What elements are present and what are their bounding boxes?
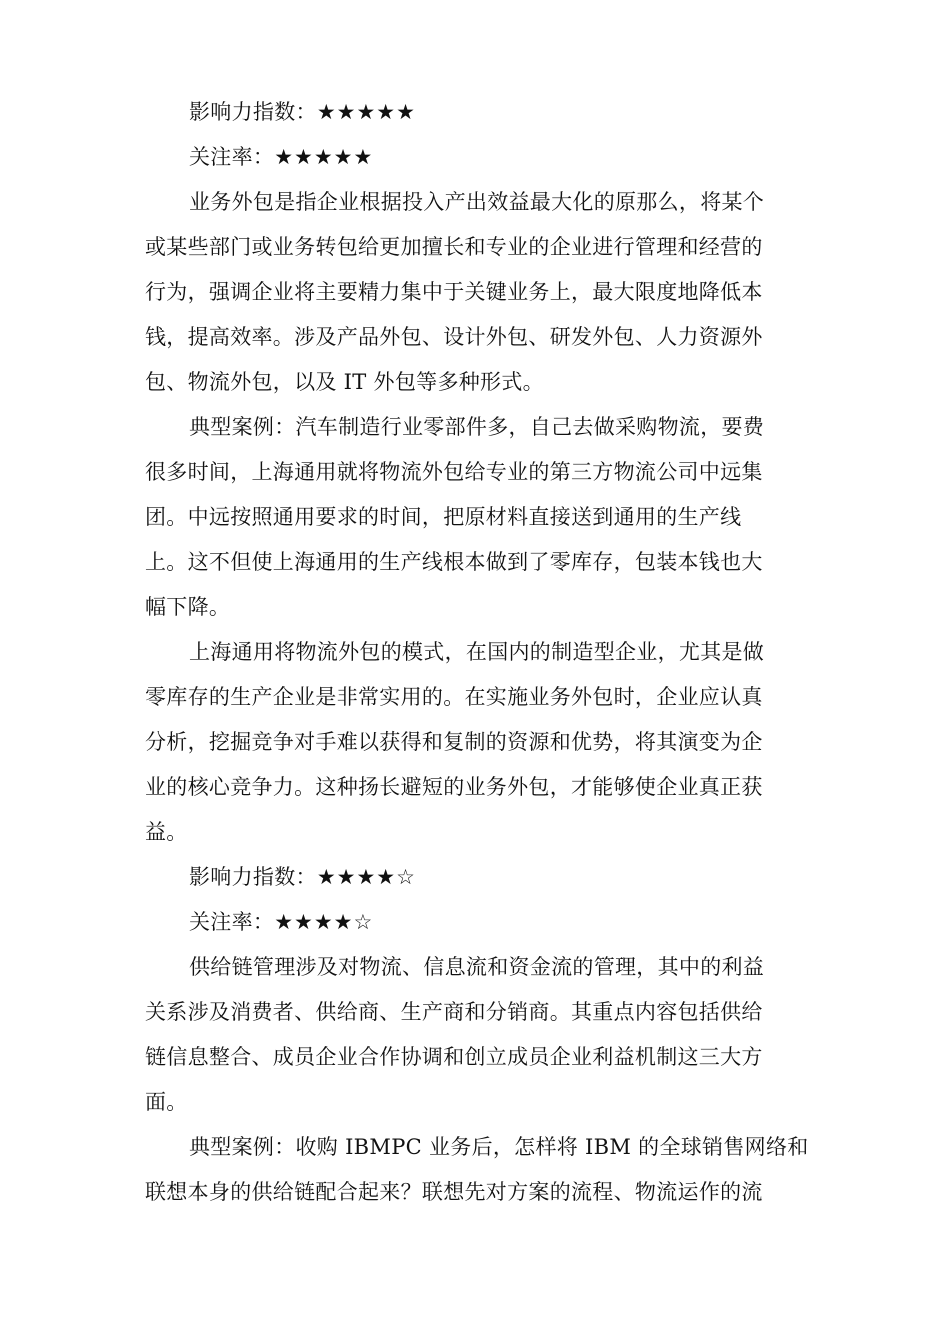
rating-label: 关注率： bbox=[189, 910, 275, 934]
rating-label: 关注率： bbox=[189, 145, 275, 169]
paragraph-line: 上。这不但使上海通用的生产线根本做到了零库存，包装本钱也大 bbox=[145, 550, 763, 574]
paragraph-line: 行为，强调企业将主要精力集中于关键业务上，最大限度地降低本 bbox=[145, 280, 763, 304]
paragraph-line: 供给链管理涉及对物流、信息流和资金流的管理，其中的利益 bbox=[189, 955, 765, 979]
paragraph-line: 典型案例：汽车制造行业零部件多，自己去做采购物流，要费 bbox=[189, 415, 765, 439]
paragraph-line: 团。中远按照通用要求的时间，把原材料直接送到通用的生产线 bbox=[145, 505, 742, 529]
paragraph bbox=[145, 180, 805, 405]
rating-stars: ★★★★☆ bbox=[316, 865, 416, 889]
paragraph-line: 零库存的生产企业是非常实用的。在实施业务外包时，企业应认真 bbox=[145, 685, 763, 709]
paragraph bbox=[145, 1125, 809, 1215]
document-body bbox=[145, 90, 809, 1215]
paragraph-line: 或某些部门或业务转包给更加擅长和专业的企业进行管理和经营的 bbox=[145, 235, 763, 259]
rating-line bbox=[145, 90, 805, 135]
paragraph-line: 业务外包是指企业根据投入产出效益最大化的原那么，将某个 bbox=[189, 190, 765, 214]
rating-stars: ★★★★★ bbox=[316, 100, 416, 124]
rating-stars: ★★★★★ bbox=[274, 145, 374, 169]
paragraph-line: 链信息整合、成员企业合作协调和创立成员企业利益机制这三大方 bbox=[145, 1045, 763, 1069]
paragraph-line: 包、物流外包，以及 IT 外包等多种形式。 bbox=[145, 370, 544, 394]
rating-line bbox=[145, 855, 805, 900]
paragraph-line: 分析，挖掘竞争对手难以获得和复制的资源和优势，将其演变为企 bbox=[145, 730, 763, 754]
paragraph-line: 幅下降。 bbox=[145, 595, 231, 619]
paragraph bbox=[145, 945, 805, 1125]
paragraph-line: 业的核心竞争力。这种扬长避短的业务外包，才能够使企业真正获 bbox=[145, 775, 763, 799]
rating-label: 影响力指数： bbox=[189, 865, 317, 889]
paragraph bbox=[145, 405, 805, 630]
paragraph-line: 很多时间，上海通用就将物流外包给专业的第三方物流公司中远集 bbox=[145, 460, 763, 484]
paragraph bbox=[145, 630, 805, 855]
paragraph-line: 关系涉及消费者、供给商、生产商和分销商。其重点内容包括供给 bbox=[145, 1000, 763, 1024]
paragraph-line: 典型案例：收购 IBMPC 业务后，怎样将 IBM 的全球销售网络和 bbox=[189, 1135, 809, 1159]
paragraph-line: 益。 bbox=[145, 820, 188, 844]
paragraph-line: 面。 bbox=[145, 1090, 188, 1114]
paragraph-line: 上海通用将物流外包的模式，在国内的制造型企业，尤其是做 bbox=[189, 640, 765, 664]
rating-label: 影响力指数： bbox=[189, 100, 317, 124]
rating-line bbox=[145, 900, 805, 945]
rating-line bbox=[145, 135, 805, 180]
paragraph-line: 钱，提高效率。涉及产品外包、设计外包、研发外包、人力资源外 bbox=[145, 325, 763, 349]
paragraph-line: 联想本身的供给链配合起来？联想先对方案的流程、物流运作的流 bbox=[145, 1180, 763, 1204]
rating-stars: ★★★★☆ bbox=[274, 910, 374, 934]
